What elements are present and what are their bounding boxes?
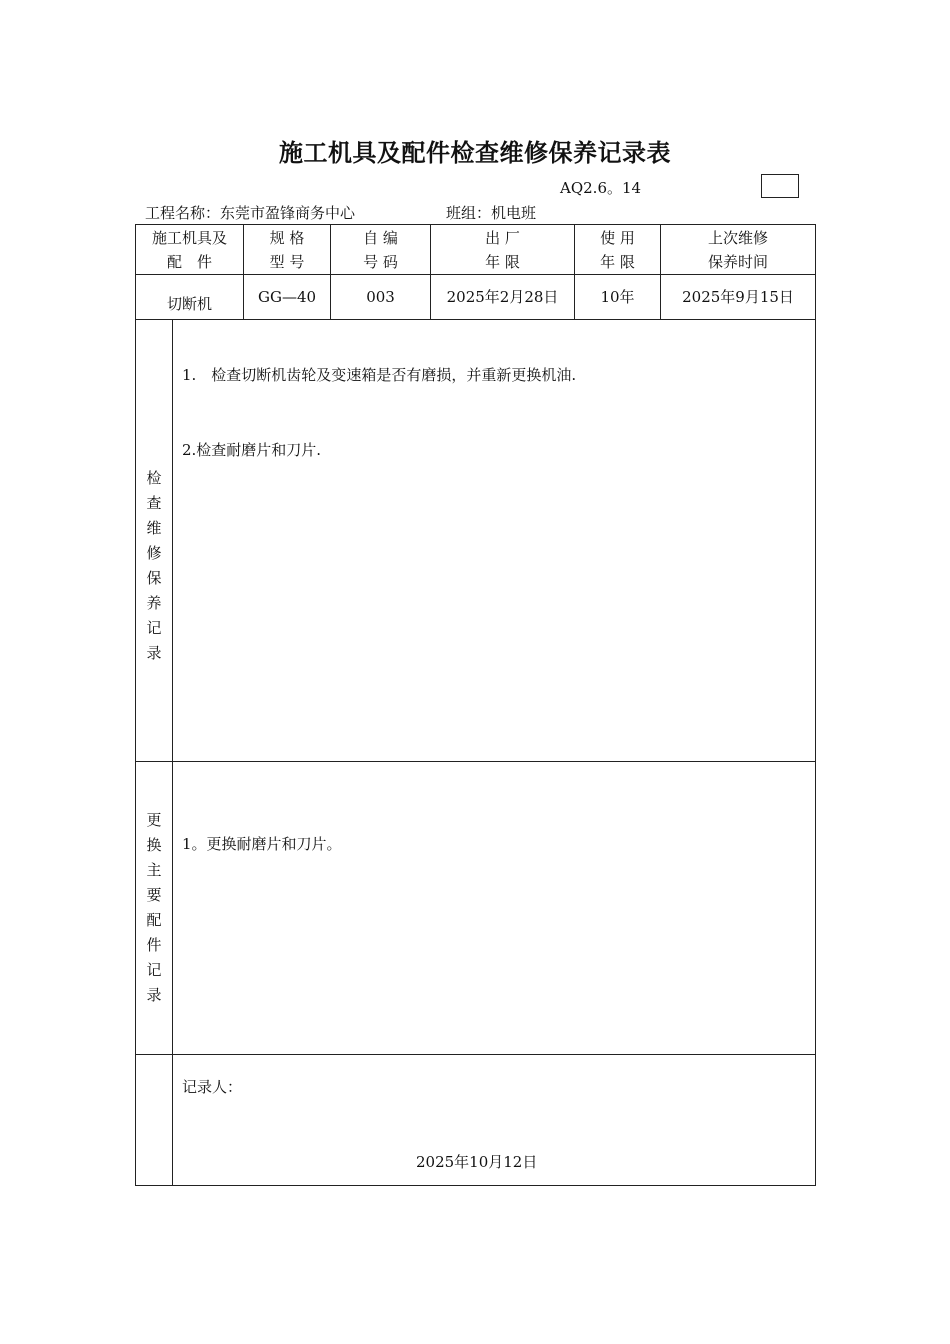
team-name: 班组：机电班 bbox=[446, 204, 537, 222]
replacement-item-1: 1。更换耐磨片和刀片。 bbox=[182, 835, 342, 853]
replacement-label: 更换主要配件记录 bbox=[146, 811, 162, 1004]
cell-machine bbox=[136, 275, 244, 320]
inspection-label: 检查维修保养记录 bbox=[146, 468, 162, 662]
page-title: 施工机具及配件检查维修保养记录表 bbox=[279, 138, 671, 167]
project-name: 工程名称：东莞市盈锋商务中心 bbox=[145, 204, 356, 222]
cell-last-maintenance: 2025年9月15日 bbox=[661, 275, 816, 320]
cell-use-years: 10年 bbox=[575, 275, 661, 320]
header-use-line1: 使 用 bbox=[600, 228, 635, 247]
header-model bbox=[244, 225, 331, 275]
header-factory-line2: 年 限 bbox=[485, 252, 520, 271]
inspection-label-cell bbox=[136, 320, 173, 762]
inspection-row bbox=[136, 320, 816, 762]
recorder-label: 记录人： bbox=[182, 1078, 243, 1096]
cell-model: GG—40 bbox=[244, 275, 331, 320]
replacement-content bbox=[173, 762, 816, 1055]
header-serial bbox=[331, 225, 431, 275]
header-machine-line2: 配 件 bbox=[167, 252, 213, 271]
replacement-label-cell bbox=[136, 762, 173, 1055]
recorder-row bbox=[136, 1055, 816, 1186]
recorder-content bbox=[173, 1055, 816, 1186]
header-model-line2: 型 号 bbox=[269, 252, 305, 271]
inspection-item-2: 2.检查耐磨片和刀片. bbox=[182, 441, 322, 459]
header-model-line1: 规 格 bbox=[269, 228, 305, 247]
recorder-date: 2025年10月12日 bbox=[416, 1153, 538, 1171]
inspection-item-1: 1. 检查切断机齿轮及变速箱是否有磨损，并重新更换机油. bbox=[182, 366, 577, 384]
header-last-line2: 保养时间 bbox=[708, 252, 769, 271]
header-machine-line1: 施工机具及 bbox=[152, 228, 228, 247]
header-factory-line1: 出 厂 bbox=[485, 228, 520, 247]
header-last-maintenance bbox=[661, 225, 816, 275]
code-box bbox=[761, 174, 799, 198]
record-table bbox=[135, 224, 816, 1186]
header-use-line2: 年 限 bbox=[600, 252, 635, 271]
header-factory bbox=[431, 225, 575, 275]
replacement-row bbox=[136, 762, 816, 1055]
table-row bbox=[136, 275, 816, 320]
cell-factory-date: 2025年2月28日 bbox=[431, 275, 575, 320]
header-serial-line1: 自 编 bbox=[363, 228, 398, 247]
header-machine bbox=[136, 225, 244, 275]
header-row bbox=[136, 225, 816, 275]
machine-value: 切断机 bbox=[167, 295, 213, 313]
header-last-line1: 上次维修 bbox=[708, 228, 769, 247]
document-code: AQ2.6。14 bbox=[560, 179, 642, 197]
header-use-years bbox=[575, 225, 661, 275]
recorder-blank-cell bbox=[136, 1055, 173, 1186]
cell-serial: 003 bbox=[331, 275, 431, 320]
header-serial-line2: 号 码 bbox=[363, 252, 398, 271]
inspection-content bbox=[173, 320, 816, 762]
